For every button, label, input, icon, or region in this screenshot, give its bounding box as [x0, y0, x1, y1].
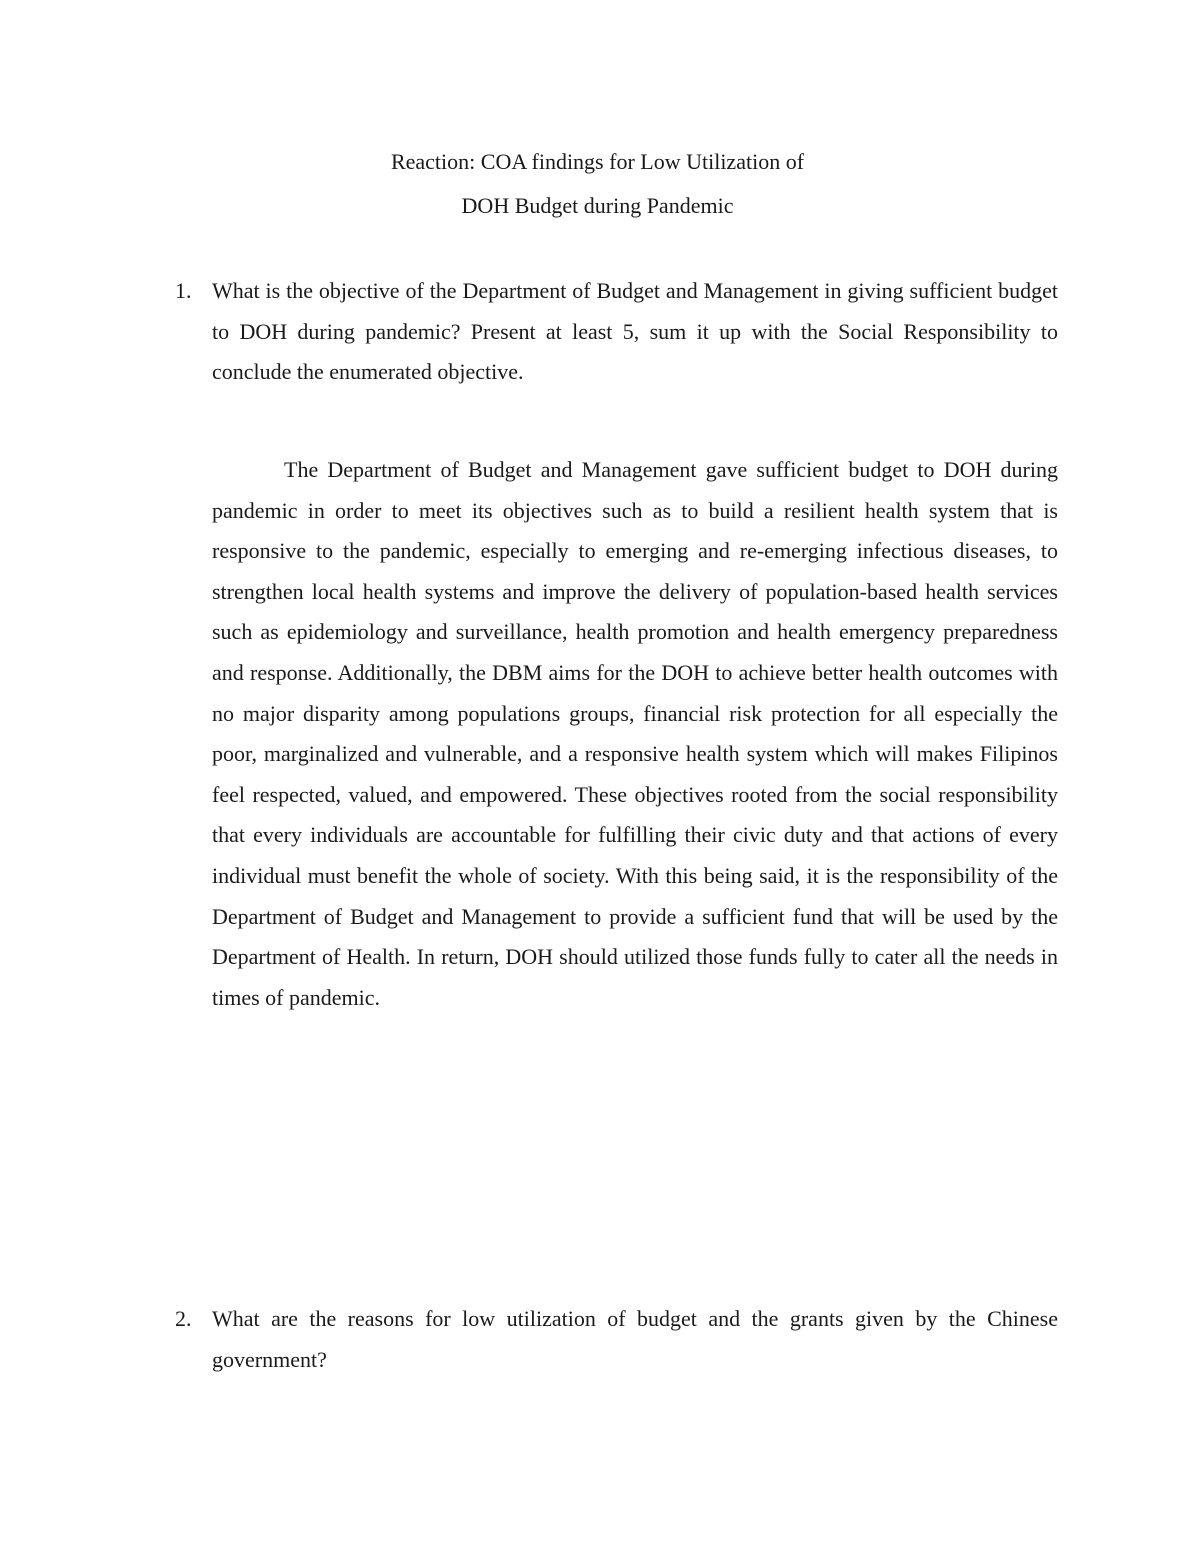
question-text: What are the reasons for low utilization of budget and the grants given by the Chinese government? — [212, 1306, 1058, 1372]
document-title — [0, 140, 1195, 228]
question-2 — [175, 1299, 1058, 1380]
answer-paragraph: The Department of Budget and Management gave sufficient budget to DOH during pandemic in order to meet its objectives such as to build a resilient health system that is responsive to the pandemic, especially to emerging and re-emerging infectious diseases, to strengthen local health systems and improve the delivery of population-based health services such as epidemiology and surveillance, health promotion and health emergency preparedness and response. Additionally, the DBM aims for the DOH to achieve better health outcomes with no major disparity among populations groups, financial risk protection for all especially the poor, marginalized and vulnerable, and a responsive health system which will makes Filipinos feel respected, valued, and empowered. These objectives rooted from the social responsibility that every individuals are accountable for fulfilling their civic duty and that actions of every individual must benefit the whole of society. With this being said, it is the responsibility of the Department of Budget and Management to provide a sufficient fund that will be used by the Department of Health. In return, DOH should utilized those funds fully to cater all the needs in times of pandemic. — [212, 457, 1058, 1010]
title-line-2: DOH Budget during Pandemic — [461, 193, 734, 218]
question-number: 2. — [175, 1306, 192, 1331]
title-line-1: Reaction: COA findings for Low Utilization of — [390, 149, 805, 174]
question-text: What is the objective of the Department of Budget and Management in giving sufficient budget to DOH during pandemic? Present at least 5, sum it up with the Social Responsibility to conclude the enumerated objective. — [212, 278, 1058, 385]
question-number: 1. — [175, 278, 192, 303]
question-1 — [175, 271, 1058, 393]
